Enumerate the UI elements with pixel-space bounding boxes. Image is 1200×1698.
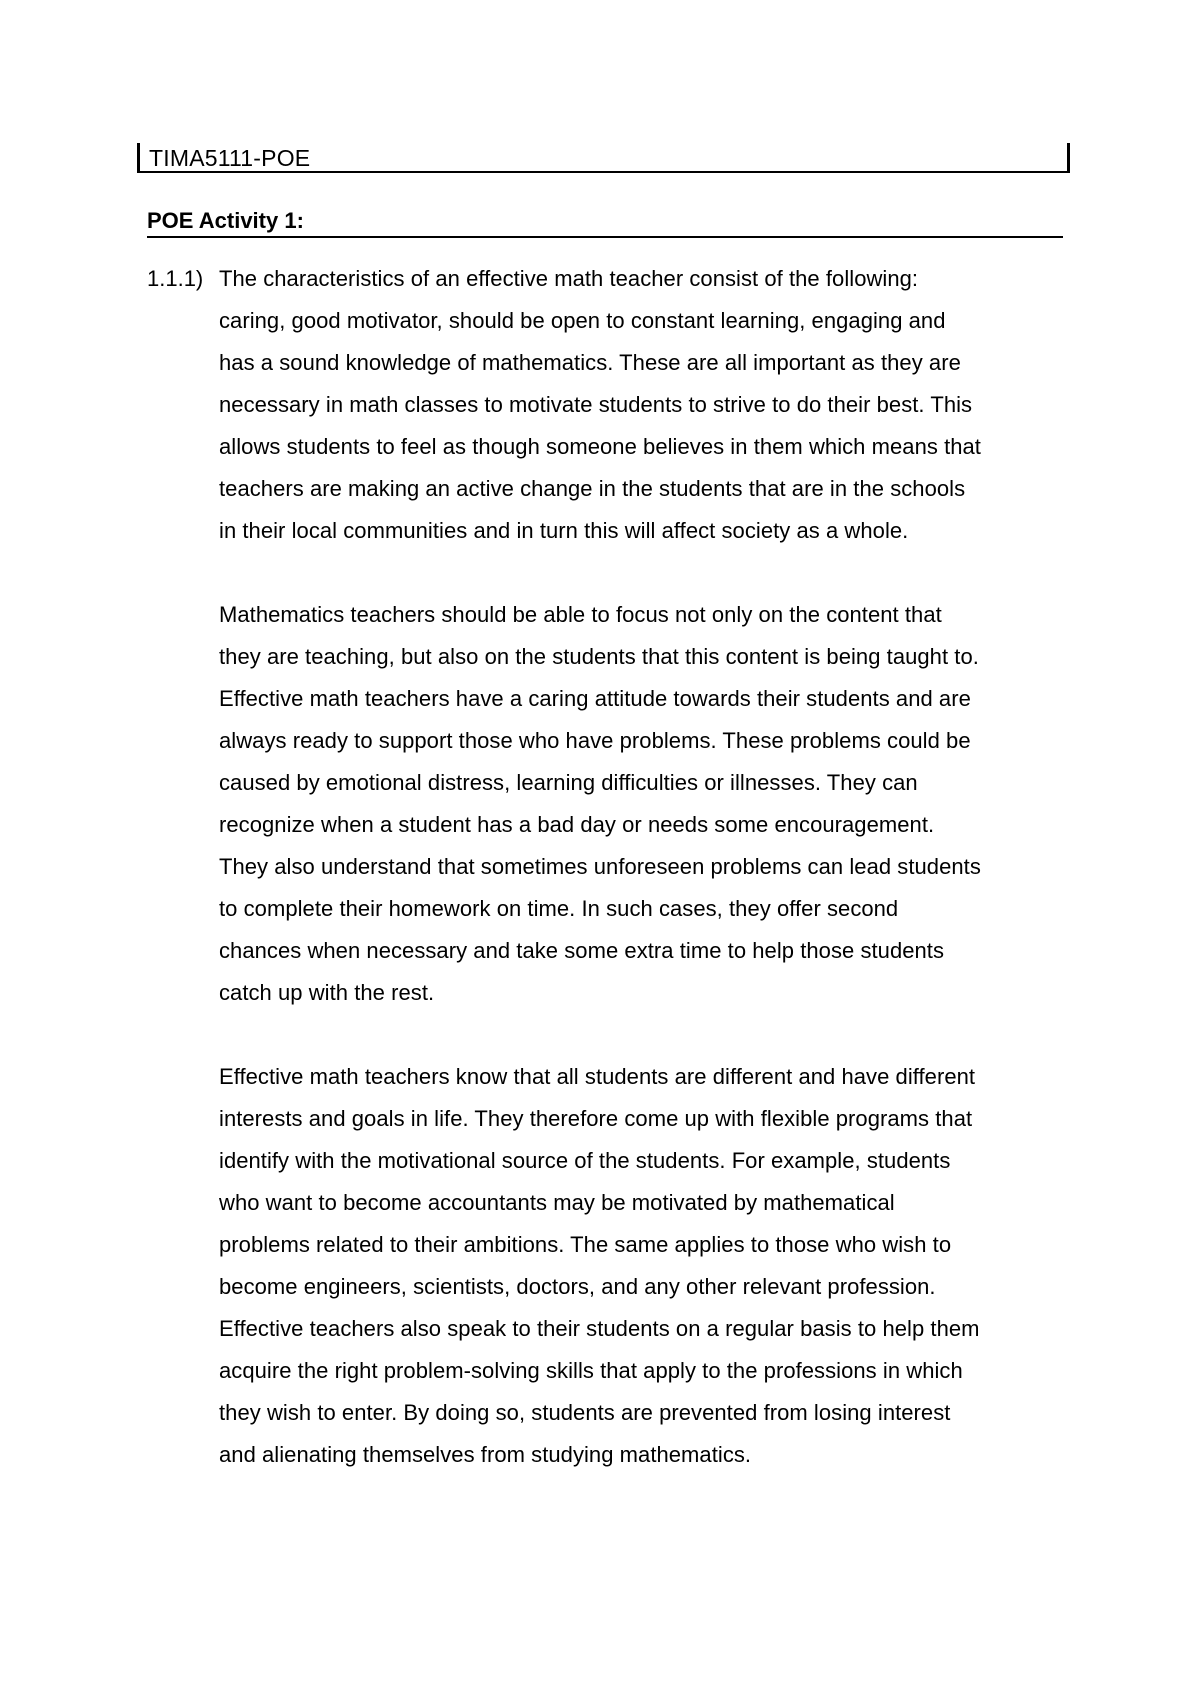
- paragraph: [219, 258, 1079, 552]
- text-line: always ready to support those who have problems. These problems could be: [219, 728, 971, 753]
- text-line: catch up with the rest.: [219, 980, 435, 1005]
- text-line: Mathematics teachers should be able to focus not only on the content that: [219, 602, 942, 627]
- text-line: caring, good motivator, should be open to constant learning, engaging and: [219, 308, 946, 333]
- text-line: to complete their homework on time. In such cases, they offer second: [219, 896, 899, 921]
- text-line: Effective math teachers have a caring attitude towards their students and are: [219, 686, 971, 711]
- section-heading-text: POE Activity 1:: [147, 208, 304, 233]
- section-heading: [147, 208, 1063, 238]
- text-line: and alienating themselves from studying mathematics.: [219, 1442, 752, 1467]
- text-line: has a sound knowledge of mathematics. These are all important as they are: [219, 350, 961, 375]
- text-line: Effective math teachers know that all students are different and have different: [219, 1064, 976, 1089]
- text-line: acquire the right problem-solving skills that apply to the professions in which: [219, 1358, 963, 1383]
- text-line: teachers are making an active change in the students that are in the schools: [219, 476, 966, 501]
- page-header: [137, 143, 1070, 173]
- text-line: Effective teachers also speak to their students on a regular basis to help them: [219, 1316, 980, 1341]
- paragraph: [219, 594, 1079, 1014]
- item-number: 1.1.1): [147, 266, 204, 291]
- text-line: They also understand that sometimes unforeseen problems can lead students: [219, 854, 981, 879]
- text-line: in their local communities and in turn this will affect society as a whole.: [219, 518, 909, 543]
- text-line: interests and goals in life. They therefore come up with flexible programs that: [219, 1106, 973, 1131]
- text-line: they wish to enter. By doing so, students are prevented from losing interest: [219, 1400, 951, 1425]
- text-line: become engineers, scientists, doctors, and any other relevant profession.: [219, 1274, 936, 1299]
- text-line: they are teaching, but also on the students that this content is being taught to.: [219, 644, 979, 669]
- text-line: caused by emotional distress, learning difficulties or illnesses. They can: [219, 770, 918, 795]
- text-line: who want to become accountants may be motivated by mathematical: [219, 1190, 895, 1215]
- text-line: allows students to feel as though someone believes in them which means that: [219, 434, 981, 459]
- text-line: necessary in math classes to motivate students to strive to do their best. This: [219, 392, 973, 417]
- text-line: The characteristics of an effective math teacher consist of the following:: [219, 266, 919, 291]
- course-code: TIMA5111-POE: [149, 145, 311, 171]
- answer-body: [219, 258, 1079, 1476]
- text-line: problems related to their ambitions. The same applies to those who wish to: [219, 1232, 952, 1257]
- paragraph: [219, 1056, 1079, 1476]
- text-line: recognize when a student has a bad day or needs some encouragement.: [219, 812, 935, 837]
- text-line: chances when necessary and take some extra time to help those students: [219, 938, 945, 963]
- text-line: identify with the motivational source of the students. For example, students: [219, 1148, 951, 1173]
